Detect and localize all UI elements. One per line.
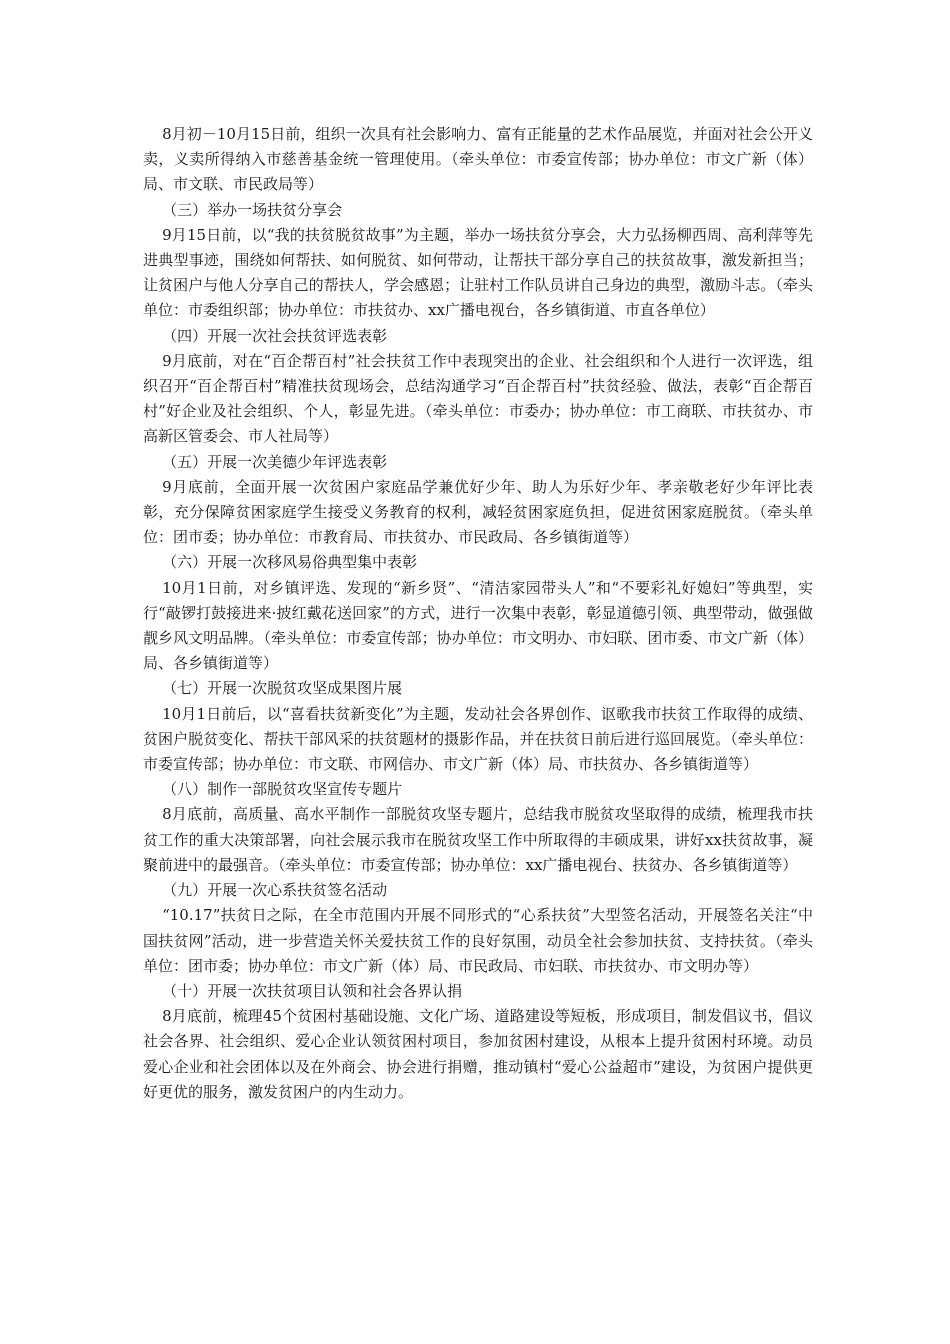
section-heading-8: （八）制作一部脱贫攻坚宣传专题片: [162, 780, 403, 799]
paragraph-art-exhibition: 8月初－10月15日前，组织一次具有社会影响力、富有正能量的艺术作品展览，并面对社会公开义卖，义卖所得纳入市慈善基金统一管理使用。（牵头单位：市委宣传部；协办单位：市文广新（体）局、市文联、市民政局等）: [143, 125, 813, 194]
section-heading-3: （三）举办一场扶贫分享会: [162, 200, 343, 219]
paragraph-project-donation: 8月底前，梳理45个贫困村基础设施、文化广场、道路建设等短板，形成项目，制发倡议书，倡议社会各界、社会组织、爱心企业认领贫困村项目，参加贫困村建设，从根本上提升贫困村环境。动员爱心企业和社会团体以及在外商会、协会进行捐赠，推动镇村“爱心公益超市”建设，为贫困户提供更好更优的服务，激发贫困户的内生动力。: [143, 1007, 813, 1101]
paragraph-documentary: 8月底前，高质量、高水平制作一部脱贫攻坚专题片，总结我市脱贫攻坚取得的成绩，梳理我市扶贫工作的重大决策部署，向社会展示我市在脱贫攻坚工作中所取得的丰硕成果，讲好xx扶贫故事，凝聚前进中的最强音。（牵头单位：市委宣传部；协办单位：xx广播电视台、扶贫办、各乡镇街道等）: [143, 805, 813, 874]
paragraph-sharing-session: 9月15日前，以“我的扶贫脱贫故事”为主题，举办一场扶贫分享会，大力弘扬柳西周、高利萍等先进典型事迹，围绕如何帮扶、如何脱贫、如何带动，让帮扶干部分享自己的扶贫故事，激发新担当；让贫困户与他人分享自己的帮扶人，学会感恩；让驻村工作队员讲自己身边的典型，激励斗志。（牵头单位：市委组织部；协办单位：市扶贫办、xx广播电视台，各乡镇街道、市直各单位）: [143, 225, 813, 320]
paragraph-social-poverty-award: 9月底前，对在“百企帮百村”社会扶贫工作中表现突出的企业、社会组织和个人进行一次评选，组织召开“百企帮百村”精准扶贫现场会，总结沟通学习“百企帮百村”扶贫经验、做法，表彰“百企帮百村”好企业及社会组织、个人，彰显先进。（牵头单位：市委办；协办单位：市工商联、市扶贫办、市高新区管委会、市人社局等）: [143, 351, 813, 446]
section-heading-6: （六）开展一次移风易俗典型集中表彰: [162, 553, 418, 572]
paragraph-photo-exhibition: 10月1日前后，以“喜看扶贫新变化”为主题，发动社会各界创作、讴歌我市扶贫工作取得的成绩、贫困户脱贫变化、帮扶干部风采的扶贫题材的摄影作品，并在扶贫日前后进行巡回展览。（牵头单位：市委宣传部；协办单位：市文联、市网信办、市文广新（体）局、市扶贫办、各乡镇街道等）: [143, 704, 813, 774]
section-heading-7: （七）开展一次脱贫攻坚成果图片展: [162, 679, 403, 698]
section-heading-4: （四）开展一次社会扶贫评选表彰: [162, 326, 388, 345]
paragraph-custom-reform-award: 10月1日前，对乡镇评选、发现的“新乡贤”、“清洁家园带头人”和“不要彩礼好媳妇”等典型，实行“敲锣打鼓接进来·披红戴花送回家”的方式，进行一次集中表彰，彰显道德引领、典型带动，做强做靓乡风文明品牌。（牵头单位：市委宣传部；协办单位：市文明办、市妇联、团市委、市文广新（体）局、各乡镇街道等）: [143, 578, 813, 673]
section-heading-10: （十）开展一次扶贫项目认领和社会各界认捐: [162, 981, 463, 1000]
paragraph-virtue-youth-award: 9月底前，全面开展一次贫困户家庭品学兼优好少年、助人为乐好少年、孝亲敬老好少年评比表彰，充分保障贫困家庭学生接受义务教育的权利，减轻贫困家庭负担，促进贫困家庭脱贫。（牵头单位：团市委；协办单位：市教育局、市扶贫办、市民政局、各乡镇街道等）: [143, 477, 813, 547]
section-heading-9: （九）开展一次心系扶贫签名活动: [162, 881, 388, 900]
paragraph-signature-campaign: “10.17”扶贫日之际，在全市范围内开展不同形式的“心系扶贫”大型签名活动，开展签名关注“中国扶贫网”活动，进一步营造关怀关爱扶贫工作的良好氛围，动员全社会参加扶贫、支持扶贫。（牵头单位：团市委；协办单位：市文广新（体）局、市民政局、市妇联、市扶贫办、市文明办等）: [143, 906, 813, 975]
document-body: [143, 122, 813, 1105]
section-heading-5: （五）开展一次美德少年评选表彰: [162, 452, 388, 471]
